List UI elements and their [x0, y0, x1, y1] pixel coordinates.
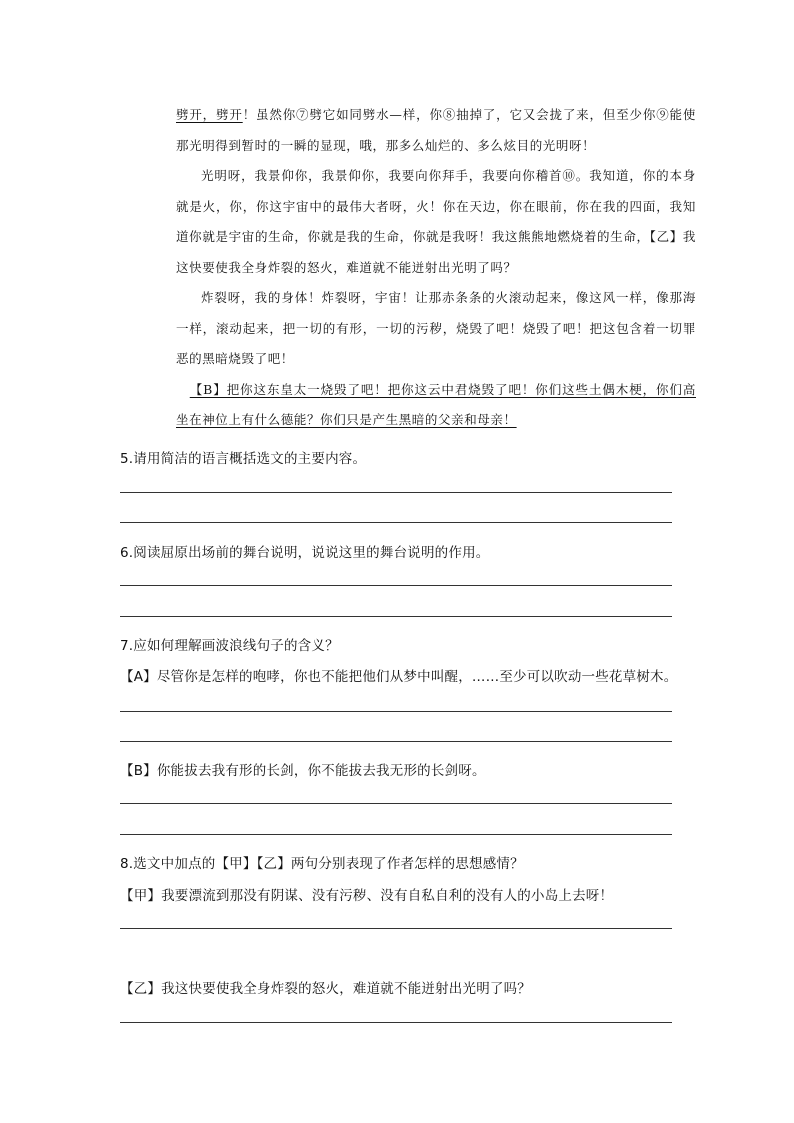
- answer-line-7b2[interactable]: [120, 834, 672, 835]
- question-7b: 【B】你能拔去我有形的长剑，你不能拔去我无形的长剑呀。: [120, 763, 486, 779]
- question-8: 8.选文中加点的【甲】【乙】两句分别表现了作者怎样的思想感情？: [120, 856, 524, 872]
- passage-text: [176, 100, 696, 436]
- passage-paragraph-2: 光明呀，我景仰你，我景仰你，我要向你拜手，我要向你稽首⑩。我知道，你的本身就是火，你，你这宇宙中的最伟大者呀，火！你在天边，你在眼前，你在我的四面，我知道你就是宇宙的生命，你就是我的生命，你就是我呀！我这熊熊地燃烧着的生命，【乙】我这快要使我全身炸裂的怒火，难道就不能迸射出光明了吗？: [176, 168, 696, 275]
- answer-line-6a[interactable]: [120, 585, 672, 586]
- question-8b: 【乙】我这快要使我全身炸裂的怒火，难道就不能迸射出光明了吗？: [120, 981, 531, 997]
- question-8a: 【甲】我要漂流到那没有阴谋、没有污秽、没有自私自利的没有人的小岛上去呀！: [120, 888, 614, 904]
- passage-paragraph-3: 炸裂呀，我的身体！炸裂呀，宇宙！让那赤条条的火滚动起来，像这风一样，像那海一样，滚动起来，把一切的有形，一切的污秽，烧毁了吧！烧毁了吧！把这包含着一切罪恶的黑暗烧毁了吧！: [176, 290, 696, 366]
- passage-p1-rest: ！虽然你⑦劈它如同劈水—样，你⑧抽掉了，它又会拢了来，但至少你⑨能使那光明得到暂时的一瞬的显现，哦，那多么灿烂的、多么炫目的光明呀！: [176, 107, 696, 153]
- question-5: 5.请用简洁的语言概括选文的主要内容。: [120, 451, 367, 467]
- answer-line-7b1[interactable]: [120, 803, 672, 804]
- answer-line-8b[interactable]: [120, 1022, 672, 1023]
- answer-line-7a1[interactable]: [120, 711, 672, 712]
- answer-line-6b[interactable]: [120, 616, 672, 617]
- question-7: 7.应如何理解画波浪线句子的含义？: [120, 638, 339, 654]
- question-6: 6.阅读屈原出场前的舞台说明，说说这里的舞台说明的作用。: [120, 545, 490, 561]
- answer-line-5b[interactable]: [120, 522, 672, 523]
- question-7a: 【A】尽管你是怎样的咆哮，你也不能把他们从梦中叫醒，……至少可以吹动一些花草树木。: [120, 669, 678, 685]
- answer-line-8a[interactable]: [120, 928, 672, 929]
- passage-paragraph-1: [176, 100, 696, 161]
- answer-line-5a[interactable]: [120, 492, 672, 493]
- answer-line-7a2[interactable]: [120, 741, 672, 742]
- passage-p1-underlined: 劈开，劈开: [176, 107, 243, 122]
- passage-paragraph-4-wavy: 【B】把你这东皇太一烧毁了吧！把你这云中君烧毁了吧！你们这些土偶木梗，你们高坐在神位上有什么德能？你们只是产生黑暗的父亲和母亲！: [176, 381, 696, 427]
